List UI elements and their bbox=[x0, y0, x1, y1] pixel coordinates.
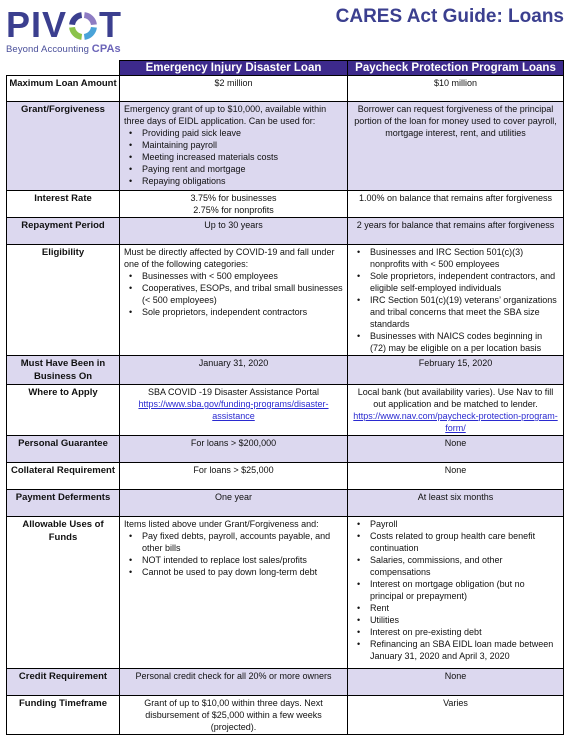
nav-paycheck-protection-link[interactable]: https://www.nav.com/paycheck-protection-program-form/ bbox=[353, 411, 558, 433]
table-row bbox=[7, 385, 564, 436]
eidl-bullet-list bbox=[124, 530, 343, 578]
eidl-bullet-list bbox=[124, 270, 343, 318]
eidl-cell: Personal credit check for all 20% or more owners bbox=[120, 669, 348, 696]
ppp-apply-text: Local bank (but availability varies). Use Nav to fill out application and be matched to lender. bbox=[357, 387, 554, 409]
eidl-cell: One year bbox=[120, 490, 348, 517]
list-item: • Businesses with < 500 employees bbox=[124, 270, 343, 282]
list-item: • Rent bbox=[352, 602, 559, 614]
ppp-cell bbox=[348, 517, 564, 669]
row-label: Must Have Been in Business On bbox=[7, 356, 120, 385]
ppp-cell: None bbox=[348, 669, 564, 696]
logo-wordmark bbox=[6, 6, 126, 44]
row-label: Interest Rate bbox=[7, 191, 120, 218]
ppp-bullet-list bbox=[352, 518, 559, 662]
page-header bbox=[0, 0, 572, 60]
list-item: • Salaries, commissions, and other compensations bbox=[352, 554, 559, 578]
eidl-cell bbox=[120, 191, 348, 218]
logo-ring-segment bbox=[84, 27, 94, 37]
ppp-cell: 2 years for balance that remains after forgiveness bbox=[348, 218, 564, 245]
ppp-cell: 1.00% on balance that remains after forgiveness bbox=[348, 191, 564, 218]
row-label: Payment Deferments bbox=[7, 490, 120, 517]
eidl-cell: Grant of up to $10,00 within three days. Next disbursement of $25,000 within a few weeks (projected). bbox=[120, 696, 348, 735]
row-label: Collateral Requirement bbox=[7, 463, 120, 490]
eidl-cell: For loans > $25,000 bbox=[120, 463, 348, 490]
eidl-bullet-list bbox=[124, 127, 343, 187]
row-label: Where to Apply bbox=[7, 385, 120, 436]
table-header-row bbox=[7, 61, 564, 76]
ppp-cell: $10 million bbox=[348, 76, 564, 102]
column-header-eidl: Emergency Injury Disaster Loan bbox=[120, 61, 348, 76]
list-item: • Payroll bbox=[352, 518, 559, 530]
ppp-cell bbox=[348, 385, 564, 436]
list-item: • Interest on mortgage obligation (but no principal or prepayment) bbox=[352, 578, 559, 602]
list-item: • Pay fixed debts, payroll, accounts payable, and other bills bbox=[124, 530, 343, 554]
table-row bbox=[7, 490, 564, 517]
ppp-cell: None bbox=[348, 436, 564, 463]
logo-letter-i: I bbox=[31, 4, 43, 45]
logo-ring-segment bbox=[72, 27, 82, 37]
ppp-cell: At least six months bbox=[348, 490, 564, 517]
loan-comparison-table bbox=[6, 60, 564, 735]
list-item: • Businesses with NAICS codes beginning in (72) may be eligible on a per location basis bbox=[352, 330, 559, 354]
eidl-rate-businesses: 3.75% for businesses bbox=[190, 193, 277, 203]
page-title: CARES Act Guide: Loans bbox=[335, 6, 564, 27]
ppp-cell: Varies bbox=[348, 696, 564, 735]
table-row bbox=[7, 191, 564, 218]
list-item: • Maintaining payroll bbox=[124, 139, 343, 151]
eidl-portal-name: SBA COVID -19 Disaster Assistance Portal bbox=[147, 387, 320, 397]
logo-letter-p: P bbox=[6, 4, 32, 45]
row-label: Allowable Uses of Funds bbox=[7, 517, 120, 669]
eidl-cell-intro: Items listed above under Grant/Forgiveness and: bbox=[124, 519, 319, 529]
list-item: • Refinancing an SBA EIDL loan made between January 31, 2020 and April 3, 2020 bbox=[352, 638, 559, 662]
logo-tagline bbox=[6, 43, 126, 55]
eidl-rate-nonprofits: 2.75% for nonprofits bbox=[193, 205, 274, 215]
table-row bbox=[7, 76, 564, 102]
list-item: • Utilities bbox=[352, 614, 559, 626]
logo-ring-segment bbox=[72, 15, 82, 25]
row-label: Funding Timeframe bbox=[7, 696, 120, 735]
ppp-cell bbox=[348, 245, 564, 356]
table-row bbox=[7, 356, 564, 385]
list-item: • IRC Section 501(c)(19) veterans’ organizations and tribal concerns that meet the SBA size standards bbox=[352, 294, 559, 330]
logo-letter-v: V bbox=[42, 4, 68, 45]
ppp-cell: February 15, 2020 bbox=[348, 356, 564, 385]
list-item: • Cooperatives, ESOPs, and tribal small businesses (< 500 employees) bbox=[124, 282, 343, 306]
list-item: • Costs related to group health care benefit continuation bbox=[352, 530, 559, 554]
pivot-logo bbox=[6, 6, 126, 58]
eidl-cell bbox=[120, 517, 348, 669]
ppp-cell: Borrower can request forgiveness of the principal portion of the loan for money used to cover payroll, mortgage interest, rent, and utilities bbox=[348, 102, 564, 191]
list-item: • Paying rent and mortgage bbox=[124, 163, 343, 175]
column-header-ppp: Paycheck Protection Program Loans bbox=[348, 61, 564, 76]
row-label: Grant/Forgiveness bbox=[7, 102, 120, 191]
ppp-cell: None bbox=[348, 463, 564, 490]
list-item: • Meeting increased materials costs bbox=[124, 151, 343, 163]
list-item: • Cannot be used to pay down long-term debt bbox=[124, 566, 343, 578]
logo-cpas-text: CPAs bbox=[91, 43, 121, 55]
logo-ring-segment bbox=[84, 15, 94, 25]
table-row bbox=[7, 436, 564, 463]
eidl-cell bbox=[120, 102, 348, 191]
eidl-cell bbox=[120, 245, 348, 356]
row-label: Personal Guarantee bbox=[7, 436, 120, 463]
row-label: Repayment Period bbox=[7, 218, 120, 245]
list-item: • Repaying obligations bbox=[124, 175, 343, 187]
list-item: • Providing paid sick leave bbox=[124, 127, 343, 139]
logo-letter-t: T bbox=[99, 4, 123, 45]
table-row bbox=[7, 102, 564, 191]
row-label: Maximum Loan Amount bbox=[7, 76, 120, 102]
list-item: • NOT intended to replace lost sales/profits bbox=[124, 554, 343, 566]
eidl-cell-intro: Emergency grant of up to $10,000, available within three days of EIDL application. Can be used for: bbox=[124, 104, 327, 126]
eidl-cell: January 31, 2020 bbox=[120, 356, 348, 385]
list-item: • Businesses and IRC Section 501(c)(3) nonprofits with < 500 employees bbox=[352, 246, 559, 270]
row-label: Eligibility bbox=[7, 245, 120, 356]
table-row bbox=[7, 696, 564, 735]
list-item: • Interest on pre-existing debt bbox=[352, 626, 559, 638]
table-row bbox=[7, 517, 564, 669]
table-corner-cell bbox=[7, 61, 120, 76]
table-row bbox=[7, 463, 564, 490]
table-row bbox=[7, 669, 564, 696]
row-label: Credit Requirement bbox=[7, 669, 120, 696]
logo-tagline-text: Beyond Accounting bbox=[6, 44, 90, 55]
list-item: • Sole proprietors, independent contractors, and eligible self-employed individuals bbox=[352, 270, 559, 294]
eidl-cell: Up to 30 years bbox=[120, 218, 348, 245]
ppp-bullet-list bbox=[352, 246, 559, 354]
table-row bbox=[7, 218, 564, 245]
eidl-cell: $2 million bbox=[120, 76, 348, 102]
logo-o-ring-icon bbox=[68, 10, 98, 40]
table-row bbox=[7, 245, 564, 356]
list-item: • Sole proprietors, independent contractors bbox=[124, 306, 343, 318]
sba-disaster-assistance-link[interactable]: https://www.sba.gov/funding-programs/disaster-assistance bbox=[138, 399, 329, 421]
eidl-cell bbox=[120, 385, 348, 436]
eidl-cell-intro: Must be directly affected by COVID-19 and fall under one of the following categories: bbox=[124, 247, 335, 269]
eidl-cell: For loans > $200,000 bbox=[120, 436, 348, 463]
